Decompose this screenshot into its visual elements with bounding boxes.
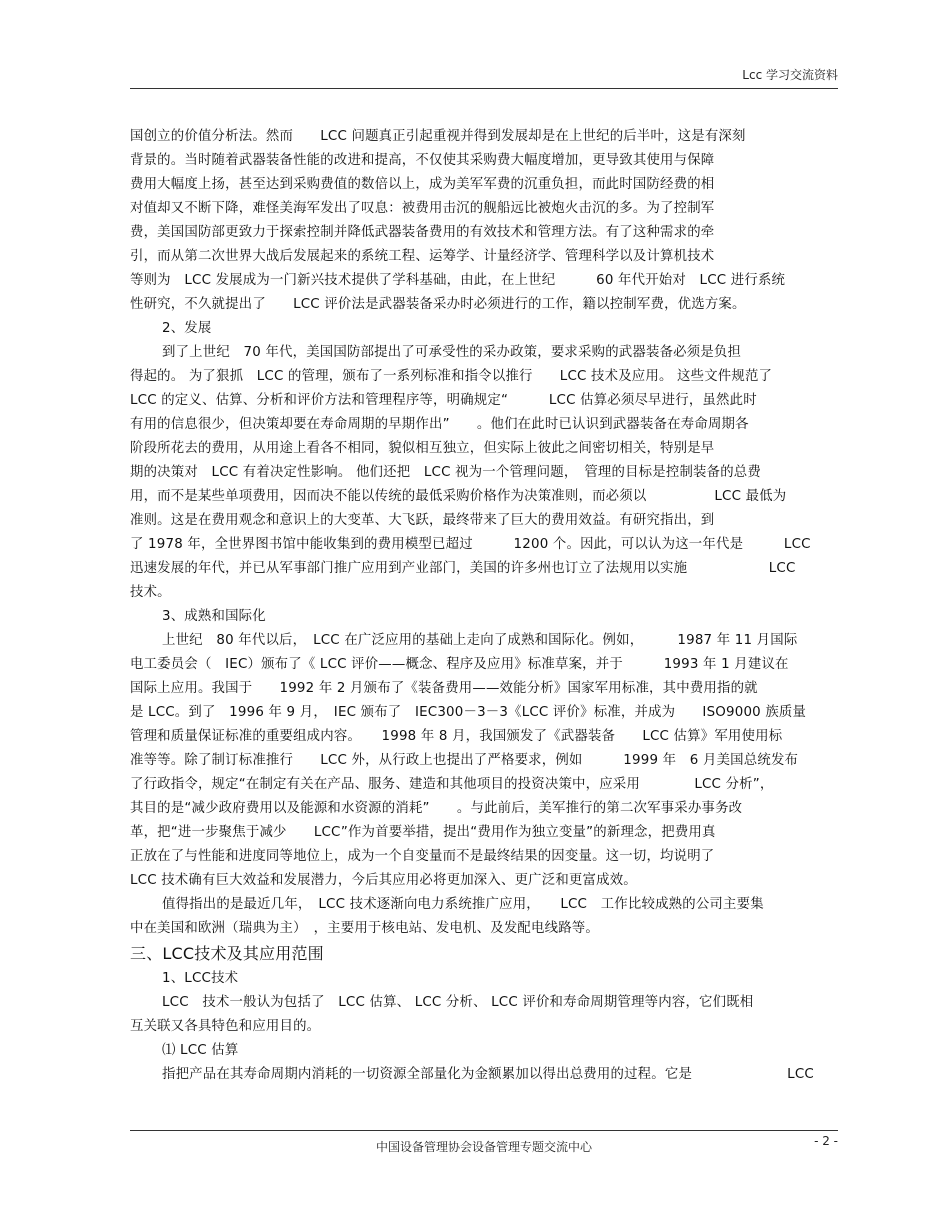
section-heading: 2、发展 (162, 321, 212, 336)
text-line: 指把产品在其寿命周期内消耗的一切资源全部量化为金额累加以得出总费用的过程。它是 LCC (162, 1067, 814, 1082)
text-line: 中在美国和欧洲（瑞典为主） ，主要用于核电站、发电机、及发配电线路等。 (130, 921, 599, 936)
section-heading: 1、LCC技术 (162, 971, 239, 986)
text-line: 得起的。 为了狠抓 LCC 的管理，颁布了一系列标准和指令以推行 LCC 技术及应用。 这些文件规范了 (130, 369, 773, 384)
text-line: 其目的是“减少政府费用以及能源和水资源的消耗” 。与此前后，美军推行的第二次军事采办事务改 (130, 801, 743, 816)
subsection-heading: ⑴ LCC 估算 (162, 1043, 239, 1058)
text-line: 互关联又各具特色和应用目的。 (130, 1019, 321, 1034)
text-line: 电工委员会（ IEC）颁布了《 LCC 评价——概念、程序及应用》标准草案，并于 1993 年 1 月建议在 (130, 657, 789, 672)
text-line: 国际上应用。我国于 1992 年 2 月颁布了《装备费用——效能分析》国家军用标准，其中费用指的就 (130, 681, 758, 696)
text-line: 上世纪 80 年代以后， LCC 在广泛应用的基础上走向了成熟和国际化。例如， 1987 年 11 月国际 (162, 633, 798, 648)
text-line: 性研究，不久就提出了 LCC 评价法是武器装备采办时必须进行的工作，籍以控制军费，优选方案。 (130, 297, 746, 312)
chapter-heading: 三、LCC技术及其应用范围 (130, 944, 324, 963)
text-line: 背景的。当时随着武器装备性能的改进和提高，不仅使其采购费大幅度增加，更导致其使用与保障 (130, 153, 715, 168)
text-line: 正放在了与性能和进度同等地位上，成为一个自变量而不是最终结果的因变量。这一切，均说明了 (130, 849, 715, 864)
text-line: LCC 技术确有巨大效益和发展潜力，今后其应用必将更加深入、更广泛和更富成效。 (130, 873, 637, 888)
text-line: 革，把“进一步聚焦于减少 LCC”作为首要举措，提出“费用作为独立变量”的新理念，把费用真 (130, 825, 716, 840)
page-number: - 2 - (814, 1134, 838, 1148)
text-line: 了行政指令，规定“在制定有关在产品、服务、建造和其他项目的投资决策中，应采用 LCC 分析”， (130, 777, 774, 792)
text-line: 期的决策对 LCC 有着决定性影响。 他们还把 LCC 视为一个管理问题， 管理的目标是控制装备的总费 (130, 465, 761, 480)
text-line: LCC 的定义、估算、分析和评价方法和管理程序等，明确规定“ LCC 估算必须尽早进行，虽然此时 (130, 393, 757, 408)
text-line: 阶段所花去的费用，从用途上看各不相同，貌似相互独立，但实际上彼此之间密切相关，特别是早 (130, 441, 715, 456)
text-line: 值得指出的是最近几年， LCC 技术逐渐向电力系统推广应用， LCC 工作比较成熟的公司主要集 (162, 897, 764, 912)
text-line: 费用大幅度上扬，甚至达到采购费值的数倍以上，成为美军军费的沉重负担，而此时国防经费的相 (130, 177, 715, 192)
text-line: 准则。这是在费用观念和意识上的大变革、大飞跃，最终带来了巨大的费用效益。有研究指出，到 (130, 513, 715, 528)
text-line: 到了上世纪 70 年代，美国国防部提出了可承受性的采办政策，要求采购的武器装备必须是负担 (162, 345, 742, 360)
text-line: 管理和质量保证标准的重要组成内容。 1998 年 8 月，我国颁发了《武器装备 LCC 估算》军用使用标 (130, 729, 783, 744)
footer-organization: 中国设备管理协会设备管理专题交流中心 (375, 1140, 592, 1154)
text-line: LCC 技术一般认为包括了 LCC 估算、 LCC 分析、 LCC 评价和寿命周期管理等内容，它们既相 (162, 995, 754, 1010)
footer-rule (130, 1130, 838, 1131)
text-line: 对值却又不断下降，难怪美海军发出了叹息：被费用击沉的舰船远比被炮火击沉的多。为了控制军 (130, 201, 715, 216)
text-line: 技术。 (130, 585, 171, 600)
text-line: 用，而不是某些单项费用，因而决不能以传统的最低采购价格作为决策准则，而必须以 LCC 最低为 (130, 489, 787, 504)
text-line: 等则为 LCC 发展成为一门新兴技术提供了学科基础，由此，在上世纪 60 年代开始对 LCC 进行系统 (130, 273, 786, 288)
text-line: 有用的信息很少，但决策却要在寿命周期的早期作出” 。他们在此时已认识到武器装备在寿命周期各 (130, 417, 749, 432)
text-line: 准等等。除了制订标准推行 LCC 外，从行政上也提出了严格要求，例如 1999 年 6 月美国总统发布 (130, 753, 799, 768)
text-line: 迅速发展的年代，并已从军事部门推广应用到产业部门，美国的许多州也订立了法规用以实施 LCC (130, 561, 796, 576)
header-rule (130, 88, 838, 89)
text-line: 费，美国国防部更致力于探索控制并降低武器装备费用的有效技术和管理方法。有了这种需求的牵 (130, 225, 715, 240)
text-line: 国创立的价值分析法。然而 LCC 问题真正引起重视并得到发展却是在上世纪的后半叶，这是有深刻 (130, 129, 746, 144)
text-line: 是 LCC。到了 1996 年 9 月， IEC 颁布了 IEC300－3－3《LCC 评价》标准，并成为 ISO9000 族质量 (130, 705, 807, 720)
page-header: Lcc 学习交流资料 (742, 68, 838, 82)
section-heading: 3、成熟和国际化 (162, 609, 266, 624)
text-line: 了 1978 年，全世界图书馆中能收集到的费用模型已超过 1200 个。因此，可以认为这一年代是 LCC (130, 537, 811, 552)
text-line: 引，而从第二次世界大战后发展起来的系统工程、运筹学、计量经济学、管理科学以及计算机技术 (130, 249, 715, 264)
